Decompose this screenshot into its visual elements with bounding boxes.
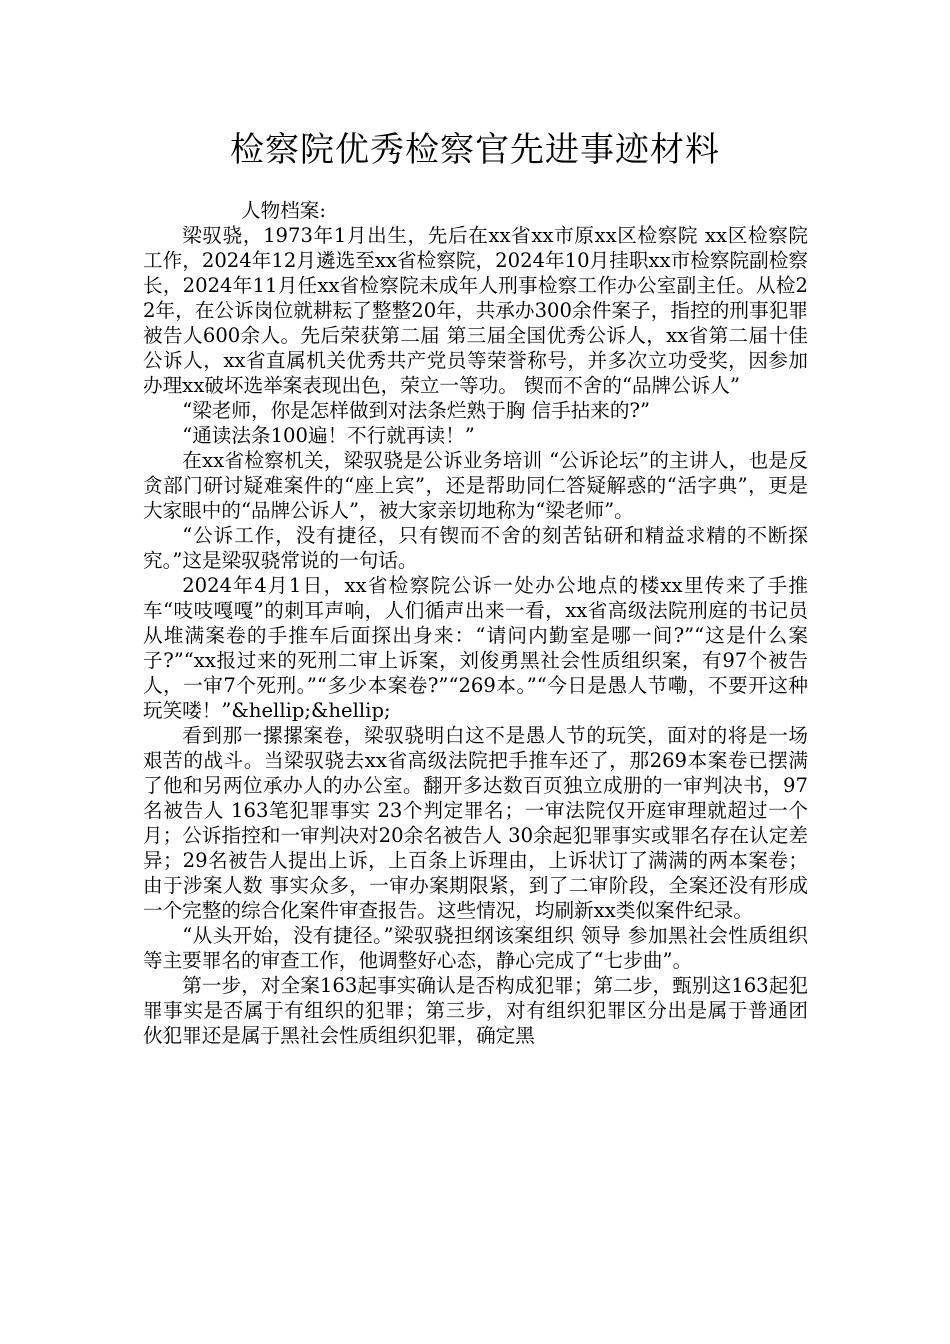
paragraph-april-first: 2024年4月1日，xx省检察院公诉一处办公地点的楼xx里传来了手推车“吱吱嘎嘎”的刺耳声响，人们循声出来一看，xx省高级法院刑庭的书记员从堆满案卷的手推车后面探出身来：“请问内勤室是哪一间?”“这是什么案子?”“xx报过来的死刑二审上诉案，刘俊勇黑社会性质组织案，有97个被告人，一审7个死刑。”“多少本案卷?”“269本。”“今日是愚人节嘞，不要开这种玩笑喽！”&hellip;&hellip; xyxy=(143,574,808,722)
paragraph-lecturer: 在xx省检察机关，梁驭骁是公诉业务培训 “公诉论坛”的主讲人，也是反贪部门研讨疑难案件的“座上宾”，还是帮助同仁答疑解惑的“活字典”，更是大家眼中的“品牌公诉人”，被大家亲切地称为“梁老师”。 xyxy=(143,449,808,522)
document-title: 检察院优秀检察官先进事迹材料 xyxy=(230,130,720,170)
paragraph-case-files: 看到那一摞摞案卷，梁驭骁明白这不是愚人节的玩笑，面对的将是一场艰苦的战斗。当梁驭骁去xx省高级法院把手推车还了，那269本案卷已摆满了他和另两位承办人的办公室。翻开多达数百页独立成册的一审判决书，97名被告人 163笔犯罪事实 23个判定罪名；一审法院仅开庭审理就超过一个月；公诉指控和一审判决对20余名被告人 30余起犯罪事实或罪名存在认定差异；29名被告人提出上诉，上百条上诉理由，上诉状订了满满的两本案卷；由于涉案人数 事实众多，一审办案期限紧，到了二审阶段，全案还没有形成一个完整的综合化案件审查报告。这些情况，均刷新xx类似案件纪录。 xyxy=(143,724,808,922)
paragraph-motto: “公诉工作，没有捷径，只有锲而不舍的刻苦钻研和精益求精的不断探究。”这是梁驭骁常说的一句话。 xyxy=(143,524,808,572)
paragraph-profile-heading: 人物档案: xyxy=(241,199,326,222)
paragraph-question: “梁老师，你是怎样做到对法条烂熟于胸 信手拈来的?” xyxy=(182,399,651,422)
document-body xyxy=(143,198,808,1048)
paragraph-step-one: 第一步，对全案163起事实确认是否构成犯罪；第二步，甄别这163起犯罪事实是否属于有组织的犯罪；第三步，对有组织犯罪区分出是属于普通团伙犯罪还是属于黑社会性质组织犯罪，确定黑 xyxy=(143,974,808,1047)
paragraph-answer: “通读法条100遍！不行就再读！” xyxy=(182,424,475,447)
paragraph-no-shortcut: “从头开始，没有捷径。”梁驭骁担纲该案组织 领导 参加黑社会性质组织等主要罪名的审查工作，他调整好心态，静心完成了“七步曲”。 xyxy=(143,924,808,972)
paragraph-profile: 梁驭骁，1973年1月出生，先后在xx省xx市原xx区检察院 xx区检察院工作，2024年12月遴选至xx省检察院，2024年10月挂职xx市检察院副检察长，2024年11月任xx省检察院未成年人刑事检察工作办公室副主任。从检22年，在公诉岗位就耕耘了整整20年，共承办300余件案子，指控的刑事犯罪被告人600余人。先后荣获第二届 第三届全国优秀公诉人，xx省第二届十佳公诉人，xx省直属机关优秀共产党员等荣誉称号，并多次立功受奖，因参加办理xx破坏选举案表现出色，荣立一等功。 锲而不舍的“品牌公诉人” xyxy=(143,224,808,397)
